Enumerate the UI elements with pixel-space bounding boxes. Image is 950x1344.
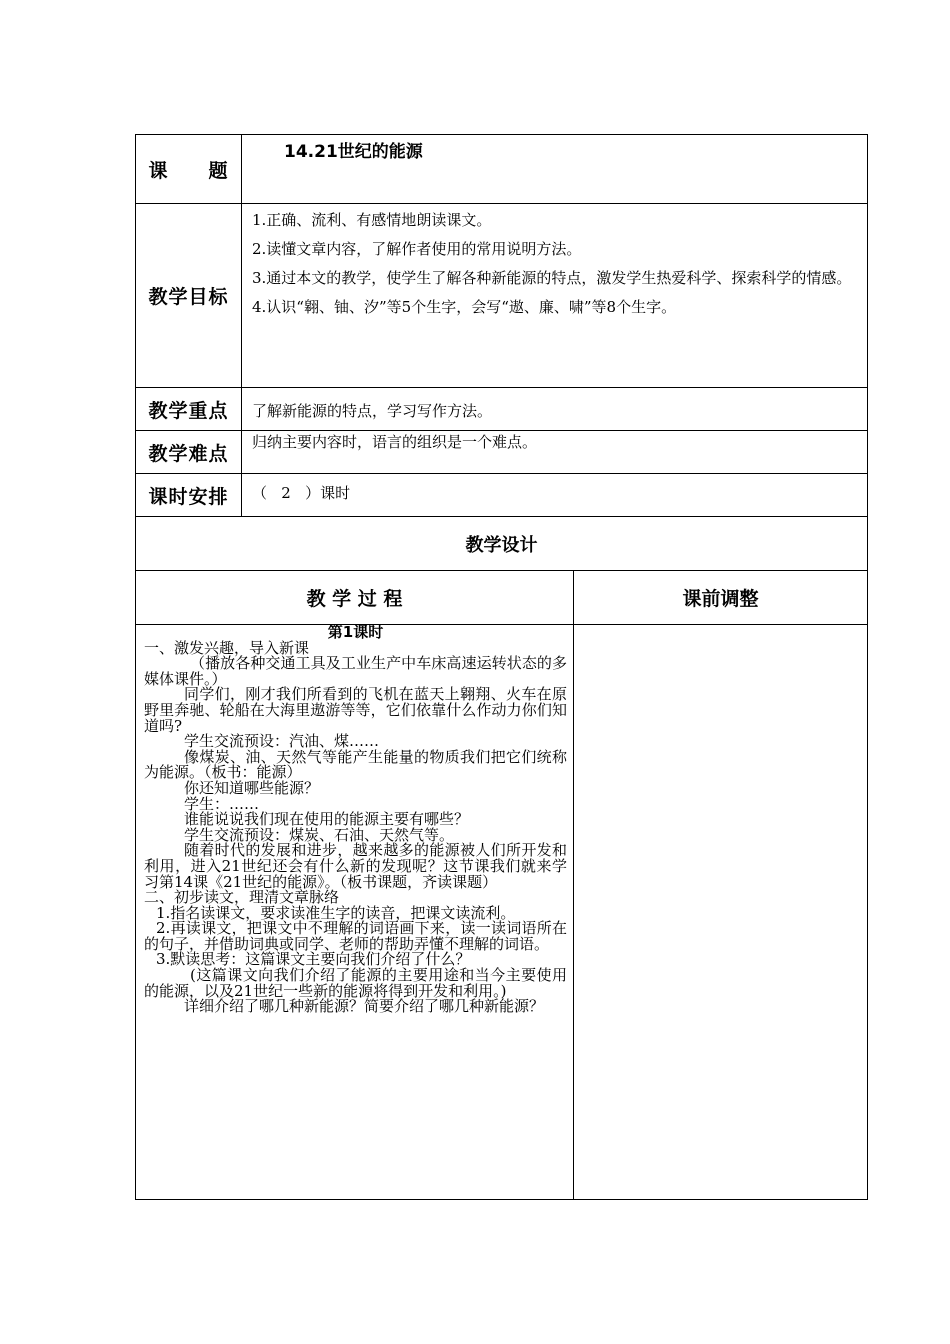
lesson-plan-table — [135, 134, 868, 1200]
difficulties-row — [136, 431, 868, 474]
process-paragraph: 像煤炭、油、天然气等能产生能量的物质我们把它们统称为能源。（板书：能源） — [144, 747, 567, 782]
lesson-title: 14.21世纪的能源 — [284, 142, 423, 162]
process-header: 教 学 过 程 — [136, 571, 574, 625]
process-paragraph: (这篇课文向我们介绍了能源的主要用途和当今主要使用的能源，以及21世纪一些新的能源将得到开发和利用。) — [144, 966, 567, 1000]
hours-row — [136, 474, 868, 517]
process-paragraph: 你还知道哪些能源？ — [184, 778, 320, 797]
process-paragraph: 同学们，刚才我们所看到的飞机在蓝天上翱翔、火车在原野里奔驰、轮船在大海里遨游等等，它们依靠什么作动力你们知道吗? — [144, 685, 567, 735]
process-paragraph: 学生交流预设：汽油、煤…… — [184, 732, 380, 751]
process-paragraph: 学生：…… — [184, 794, 260, 813]
process-paragraphs — [144, 638, 567, 1016]
key-points-row — [136, 388, 868, 431]
process-paragraph: 谁能说说我们现在使用的能源主要有哪些？ — [184, 810, 470, 829]
objective-item: 3.通过本文的教学，使学生了解各种新能源的特点，激发学生热爱科学、探索科学的情感。 — [252, 269, 852, 287]
process-paragraph: 2.再读课文，把课文中不理解的词语画下来，读一读词语所在的句子，并借助词典或同学、老师的帮助弄懂不理解的词语。 — [144, 919, 567, 953]
objective-item: 2.读懂文章内容，了解作者使用的常用说明方法。 — [252, 240, 582, 258]
process-paragraph: 一、激发兴趣，导入新课 — [144, 638, 310, 657]
process-paragraph: 随着时代的发展和进步，越来越多的能源被人们所开发和利用，进入21世纪还会有什么新的发现呢？这节课我们就来学习第14课《21世纪的能源》。（板书课题，齐读课题） — [144, 841, 567, 891]
topic-value-cell — [242, 135, 868, 204]
process-paragraph: 3.默读思考：这篇课文主要向我们介绍了什么？ — [156, 950, 471, 969]
lesson-plan-sheet — [135, 134, 867, 1200]
topic-label: 课 题 — [136, 135, 242, 204]
hours-label: 课时安排 — [136, 474, 242, 517]
objectives-row — [136, 204, 868, 388]
process-paragraph: （播放各种交通工具及工业生产中车床高速运转状态的多媒体课件。） — [144, 654, 567, 688]
process-paragraph: 详细介绍了哪几种新能源？简要介绍了哪几种新能源？ — [184, 997, 545, 1016]
column-header-row — [136, 571, 868, 625]
objectives-label: 教学目标 — [136, 204, 242, 388]
section-title: 第1课时 — [327, 623, 384, 641]
process-paragraph: 1.指名读课文，要求读准生字的读音，把课文读流利。 — [156, 903, 516, 922]
design-title-row — [136, 517, 868, 571]
key-points-value: 了解新能源的特点，学习写作方法。 — [242, 388, 868, 431]
objective-item: 4.认识“翱、铀、汐”等5个生字，会写“遨、廉、啸”等8个生字。 — [252, 298, 677, 316]
objectives-list — [242, 204, 868, 388]
process-paragraph: 二、初步读文，理清文章脉络 — [144, 888, 340, 907]
process-content — [136, 625, 574, 1200]
adjustment-content — [574, 625, 868, 1200]
difficulties-label: 教学难点 — [136, 431, 242, 474]
difficulties-value: 归纳主要内容时，语言的组织是一个难点。 — [242, 431, 868, 474]
content-row — [136, 625, 868, 1200]
objective-item: 1.正确、流利、有感情地朗读课文。 — [252, 211, 492, 229]
hours-value: （ 2 ）课时 — [242, 474, 868, 517]
key-points-label: 教学重点 — [136, 388, 242, 431]
adjust-header: 课前调整 — [574, 571, 868, 625]
design-title: 教学设计 — [136, 517, 868, 571]
topic-row — [136, 135, 868, 204]
process-paragraph: 学生交流预设：煤炭、石油、天然气等。 — [184, 825, 455, 844]
